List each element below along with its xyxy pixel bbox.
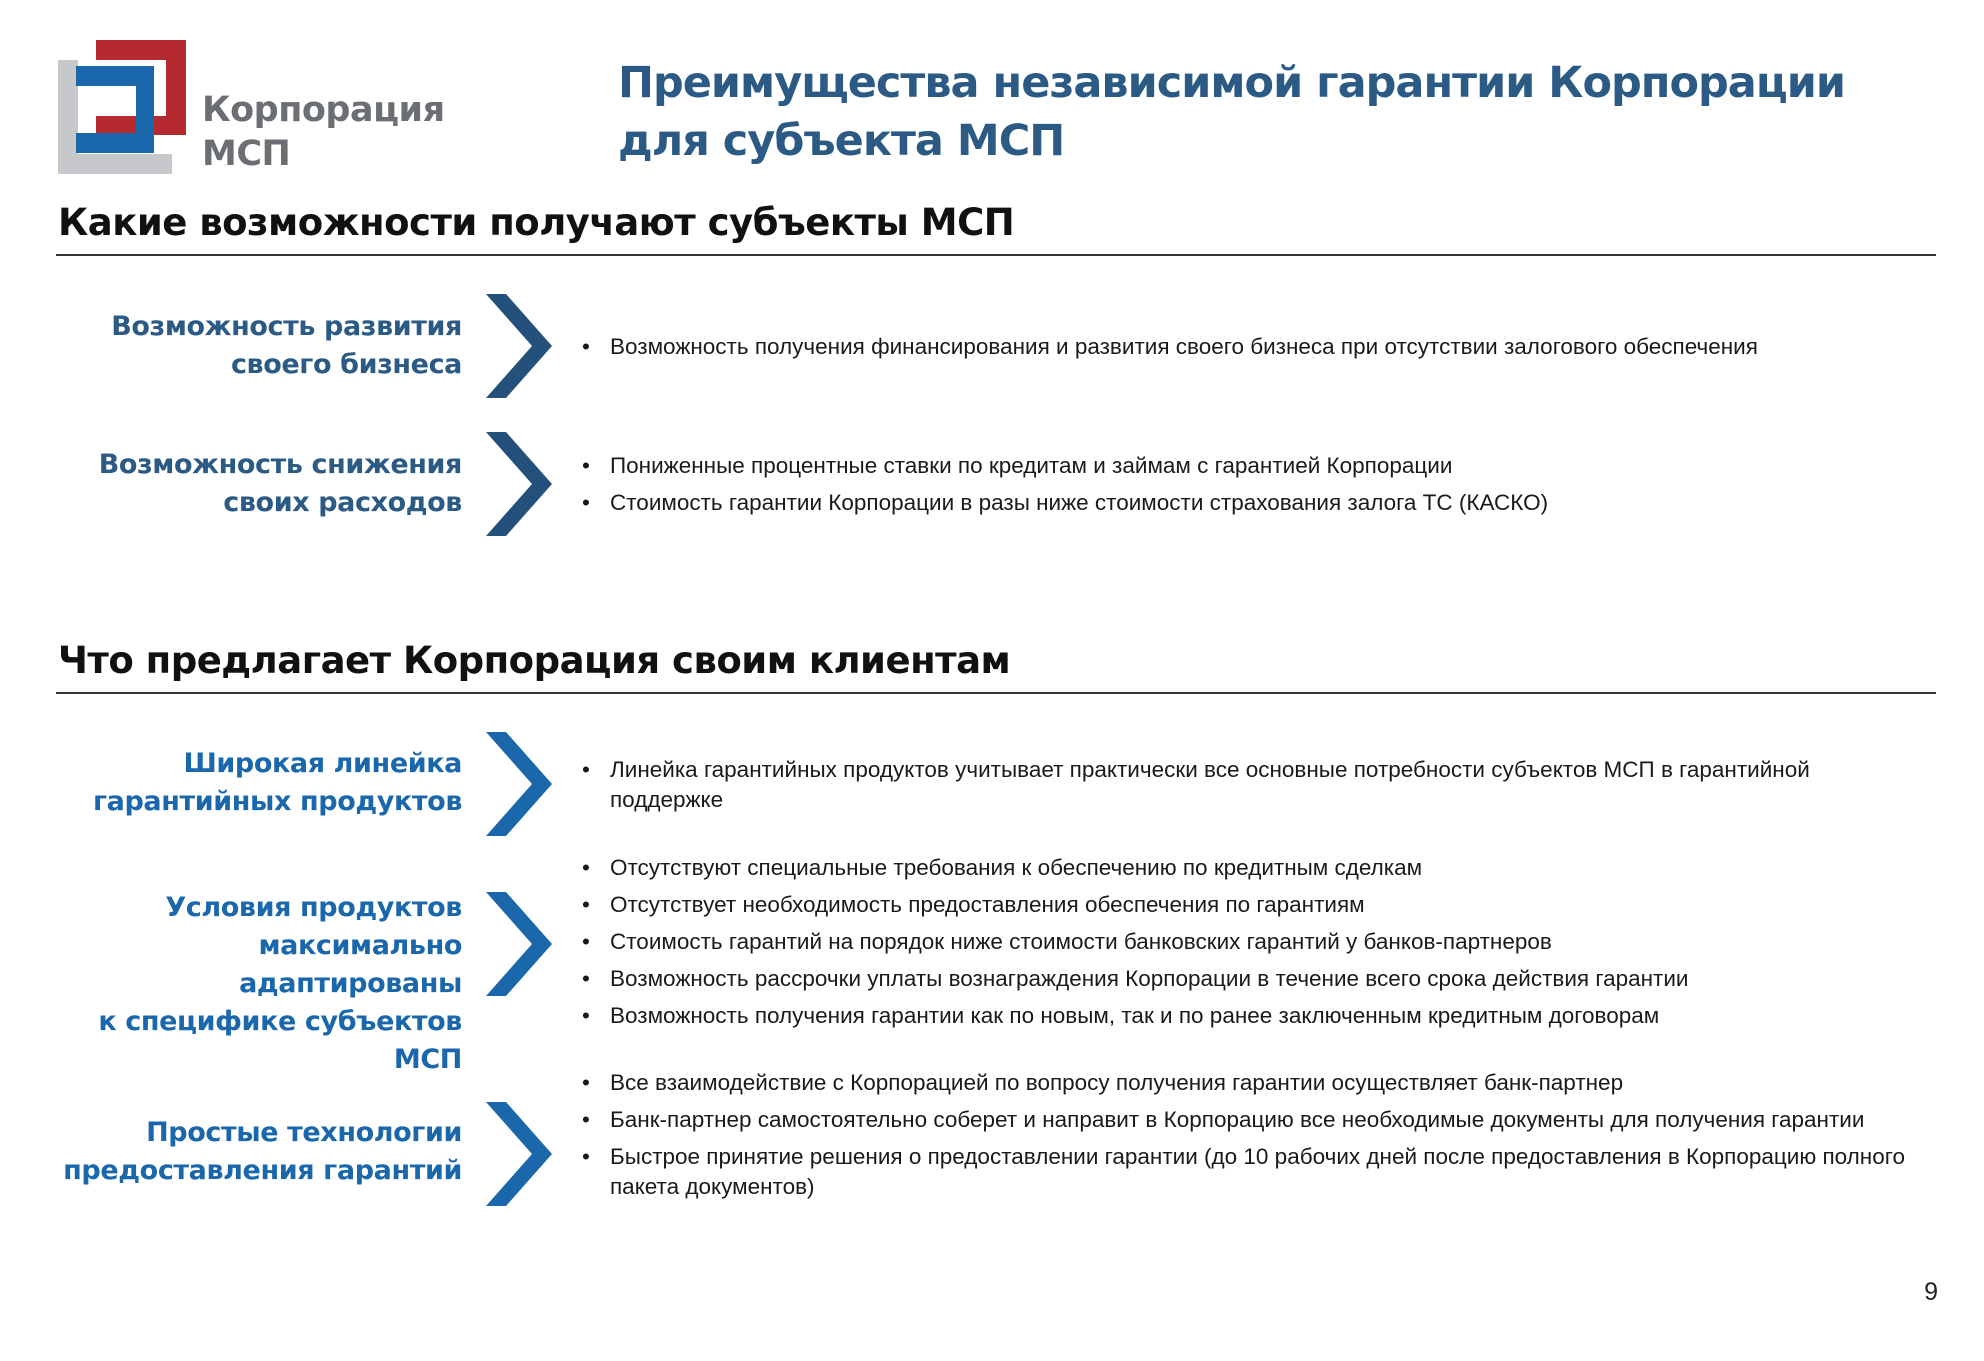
list-item: • Возможность получения финансирования и развития своего бизнеса при отсутствии залогового обеспечения xyxy=(580,332,1910,362)
bullet-list-product-range xyxy=(580,755,1910,815)
chevron-right-icon xyxy=(486,1102,552,1206)
logo-mark-icon xyxy=(58,40,192,174)
page-title-line1: Преимущества независимой гарантии Корпорации xyxy=(618,58,1845,108)
list-item: • Пониженные процентные ставки по кредитам и займам с гарантией Корпорации xyxy=(580,451,1910,481)
list-item: • Банк-партнер самостоятельно соберет и направит в Корпорацию все необходимые документы для получения гарантии xyxy=(580,1105,1910,1135)
list-item: • Быстрое принятие решения о предоставлении гарантии (до 10 рабочих дней после предоставления в Корпорацию полного пакета документов) xyxy=(580,1142,1910,1202)
chevron-right-icon xyxy=(486,294,552,398)
logo-name-line1: Корпорация xyxy=(202,90,445,130)
row-label-simple-technologies xyxy=(42,1114,462,1190)
row-label-line: к специфике субъектов МСП xyxy=(98,1006,462,1075)
page-number: 9 xyxy=(1924,1278,1938,1306)
bullet-list-adapted-conditions xyxy=(580,853,1910,1031)
logo-wordmark xyxy=(202,88,445,176)
chevron-right-icon xyxy=(486,892,552,996)
bullet-list-simple-technologies xyxy=(580,1068,1910,1202)
row-label-line: Условия продуктов xyxy=(165,892,462,923)
row-label-adapted-conditions xyxy=(42,889,462,1079)
list-item: • Стоимость гарантий на порядок ниже стоимости банковских гарантий у банков-партнеров xyxy=(580,927,1910,957)
corporation-logo xyxy=(58,40,445,180)
row-label-line: Простые технологии xyxy=(146,1117,462,1148)
row-label-product-range xyxy=(42,745,462,821)
row-label-line: Возможность снижения xyxy=(98,449,462,480)
row-label-business-development xyxy=(42,308,462,384)
list-item: • Все взаимодействие с Корпорацией по вопросу получения гарантии осуществляет банк-партнер xyxy=(580,1068,1910,1098)
list-item: • Возможность рассрочки уплаты вознаграждения Корпорации в течение всего срока действия гарантии xyxy=(580,964,1910,994)
section-divider xyxy=(56,254,1936,256)
row-label-line: своих расходов xyxy=(223,487,462,518)
list-item: • Стоимость гарантии Корпорации в разы ниже стоимости страхования залога ТС (КАСКО) xyxy=(580,488,1910,518)
list-item: • Отсутствует необходимость предоставления обеспечения по гарантиям xyxy=(580,890,1910,920)
section-heading-offerings: Что предлагает Корпорация своим клиентам xyxy=(58,639,1011,682)
row-label-line: предоставления гарантий xyxy=(63,1155,462,1186)
bullet-list-cost-reduction xyxy=(580,451,1910,518)
chevron-right-icon xyxy=(486,732,552,836)
row-label-line: гарантийных продуктов xyxy=(92,786,462,817)
row-label-line: своего бизнеса xyxy=(230,349,462,380)
page-title xyxy=(618,54,1845,170)
row-label-line: максимально адаптированы xyxy=(239,930,462,999)
section-heading-opportunities: Какие возможности получают субъекты МСП xyxy=(58,201,1015,244)
section-divider xyxy=(56,692,1936,694)
list-item: • Возможность получения гарантии как по новым, так и по ранее заключенным кредитным договорам xyxy=(580,1001,1910,1031)
bullet-list-business-development xyxy=(580,332,1910,362)
row-label-line: Возможность развития xyxy=(111,311,462,342)
page-title-line2: для субъекта МСП xyxy=(618,116,1065,166)
list-item: • Отсутствуют специальные требования к обеспечению по кредитным сделкам xyxy=(580,853,1910,883)
logo-name-line2: МСП xyxy=(202,134,291,174)
row-label-line: Широкая линейка xyxy=(183,748,462,779)
chevron-right-icon xyxy=(486,432,552,536)
list-item: • Линейка гарантийных продуктов учитывает практически все основные потребности субъектов МСП в гарантийной поддержке xyxy=(580,755,1910,815)
row-label-cost-reduction xyxy=(42,446,462,522)
